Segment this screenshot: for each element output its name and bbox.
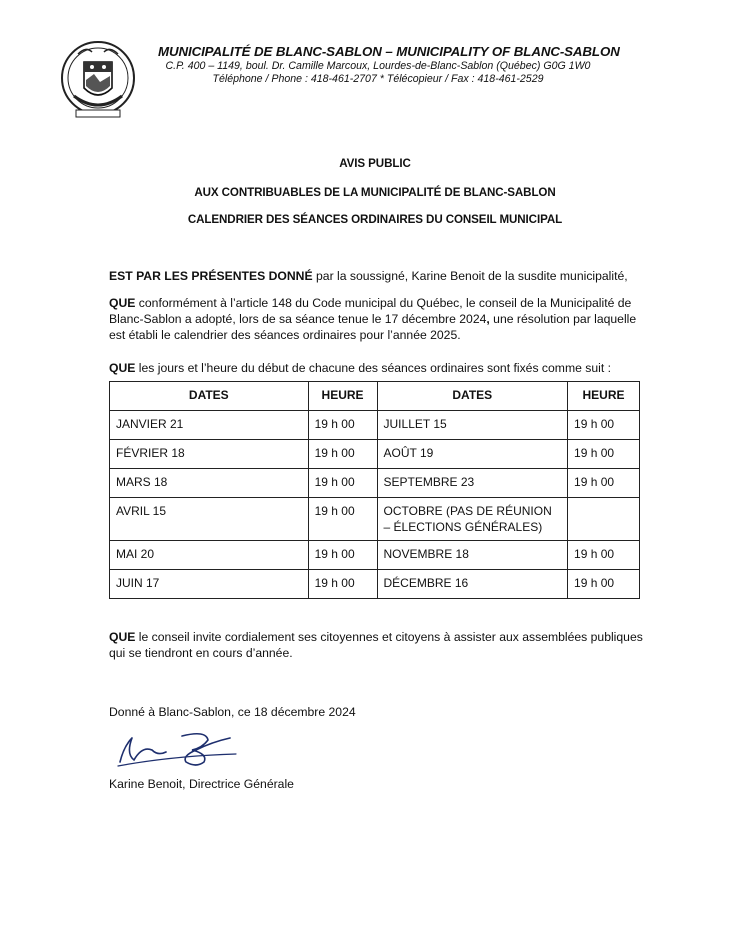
table-cell: 19 h 00 <box>568 469 640 498</box>
table-header-row <box>110 382 640 411</box>
table-cell: 19 h 00 <box>308 411 377 440</box>
table-row <box>110 498 640 541</box>
table-cell: AVRIL 15 <box>110 498 309 541</box>
paragraph-resolution-text: conformément à l’article 148 du Code municipal du Québec, le conseil de la Municipalité de Blanc-Sablon a adopté, lors de sa séance tenue le 17 décembre 2024 <box>109 296 632 326</box>
table-cell: SEPTEMBRE 23 <box>377 469 568 498</box>
paragraph-resolution-bold: QUE <box>109 296 136 310</box>
table-row <box>110 570 640 599</box>
table-cell: JANVIER 21 <box>110 411 309 440</box>
table-row <box>110 469 640 498</box>
table-cell: JUILLET 15 <box>377 411 568 440</box>
table-header-cell: DATES <box>377 382 568 411</box>
table-cell: FÉVRIER 18 <box>110 440 309 469</box>
table-cell: 19 h 00 <box>568 440 640 469</box>
table-cell: 19 h 00 <box>568 411 640 440</box>
handwritten-signature-icon <box>112 726 242 770</box>
table-row <box>110 411 640 440</box>
table-cell: OCTOBRE (PAS DE RÉUNION – ÉLECTIONS GÉNÉRALES) <box>377 498 568 541</box>
paragraph-resolution-text-2: une résolution par laquelle est établi le calendrier des séances ordinaires pour l’année 2025. <box>109 312 637 342</box>
table-cell: MARS 18 <box>110 469 309 498</box>
table-cell: 19 h 00 <box>568 570 640 599</box>
table-cell: JUIN 17 <box>110 570 309 599</box>
table-header-cell: DATES <box>110 382 309 411</box>
table-cell: 19 h 00 <box>308 570 377 599</box>
paragraph-intro <box>109 268 649 284</box>
table-header-cell: HEURE <box>308 382 377 411</box>
calendar-heading: CALENDRIER DES SÉANCES ORDINAIRES DU CONSEIL MUNICIPAL <box>187 213 563 226</box>
municipal-coat-of-arms-icon <box>56 36 140 124</box>
table-row <box>110 440 640 469</box>
paragraph-invitation-text: le conseil invite cordialement ses citoyennes et citoyens à assister aux assemblées publiques qui se tiendront en cours d’année. <box>109 630 643 660</box>
table-cell: 19 h 00 <box>308 469 377 498</box>
paragraph-invitation-bold: QUE <box>109 630 136 644</box>
paragraph-intro-bold: EST PAR LES PRÉSENTES DONNÉ <box>109 269 313 283</box>
table-cell <box>568 498 640 541</box>
notice-subheading: AUX CONTRIBUABLES DE LA MUNICIPALITÉ DE BLANC-SABLON <box>194 186 556 199</box>
municipality-phone: Téléphone / Phone : 418-461-2707 * Télécopieur / Fax : 418-461-2529 <box>212 73 544 85</box>
paragraph-schedule <box>109 360 649 376</box>
paragraph-intro-text: par la soussigné, Karine Benoit de la susdite municipalité, <box>312 269 628 283</box>
paragraph-schedule-bold: QUE <box>109 361 136 375</box>
paragraph-invitation <box>109 629 649 661</box>
meeting-calendar-table <box>109 381 640 599</box>
municipality-address: C.P. 400 – 1149, boul. Dr. Camille Marcoux, Lourdes-de-Blanc-Sablon (Québec) G0G 1W0 <box>165 60 591 72</box>
municipality-title: MUNICIPALITÉ DE BLANC-SABLON – MUNICIPALITY OF BLANC-SABLON <box>158 44 620 59</box>
table-row <box>110 541 640 570</box>
table-cell: NOVEMBRE 18 <box>377 541 568 570</box>
table-cell: 19 h 00 <box>308 440 377 469</box>
given-at-line: Donné à Blanc-Sablon, ce 18 décembre 2024 <box>109 705 356 719</box>
paragraph-schedule-text: les jours et l’heure du début de chacune des séances ordinaires sont fixés comme suit : <box>135 361 611 375</box>
table-cell: 19 h 00 <box>308 541 377 570</box>
table-cell: DÉCEMBRE 16 <box>377 570 568 599</box>
table-cell: 19 h 00 <box>568 541 640 570</box>
table-cell: MAI 20 <box>110 541 309 570</box>
notice-heading: AVIS PUBLIC <box>339 157 411 170</box>
signatory-line: Karine Benoit, Directrice Générale <box>109 777 294 791</box>
paragraph-resolution-comma: , <box>486 312 490 326</box>
paragraph-resolution <box>109 295 649 343</box>
table-cell: 19 h 00 <box>308 498 377 541</box>
table-header-cell: HEURE <box>568 382 640 411</box>
table-cell: AOÛT 19 <box>377 440 568 469</box>
